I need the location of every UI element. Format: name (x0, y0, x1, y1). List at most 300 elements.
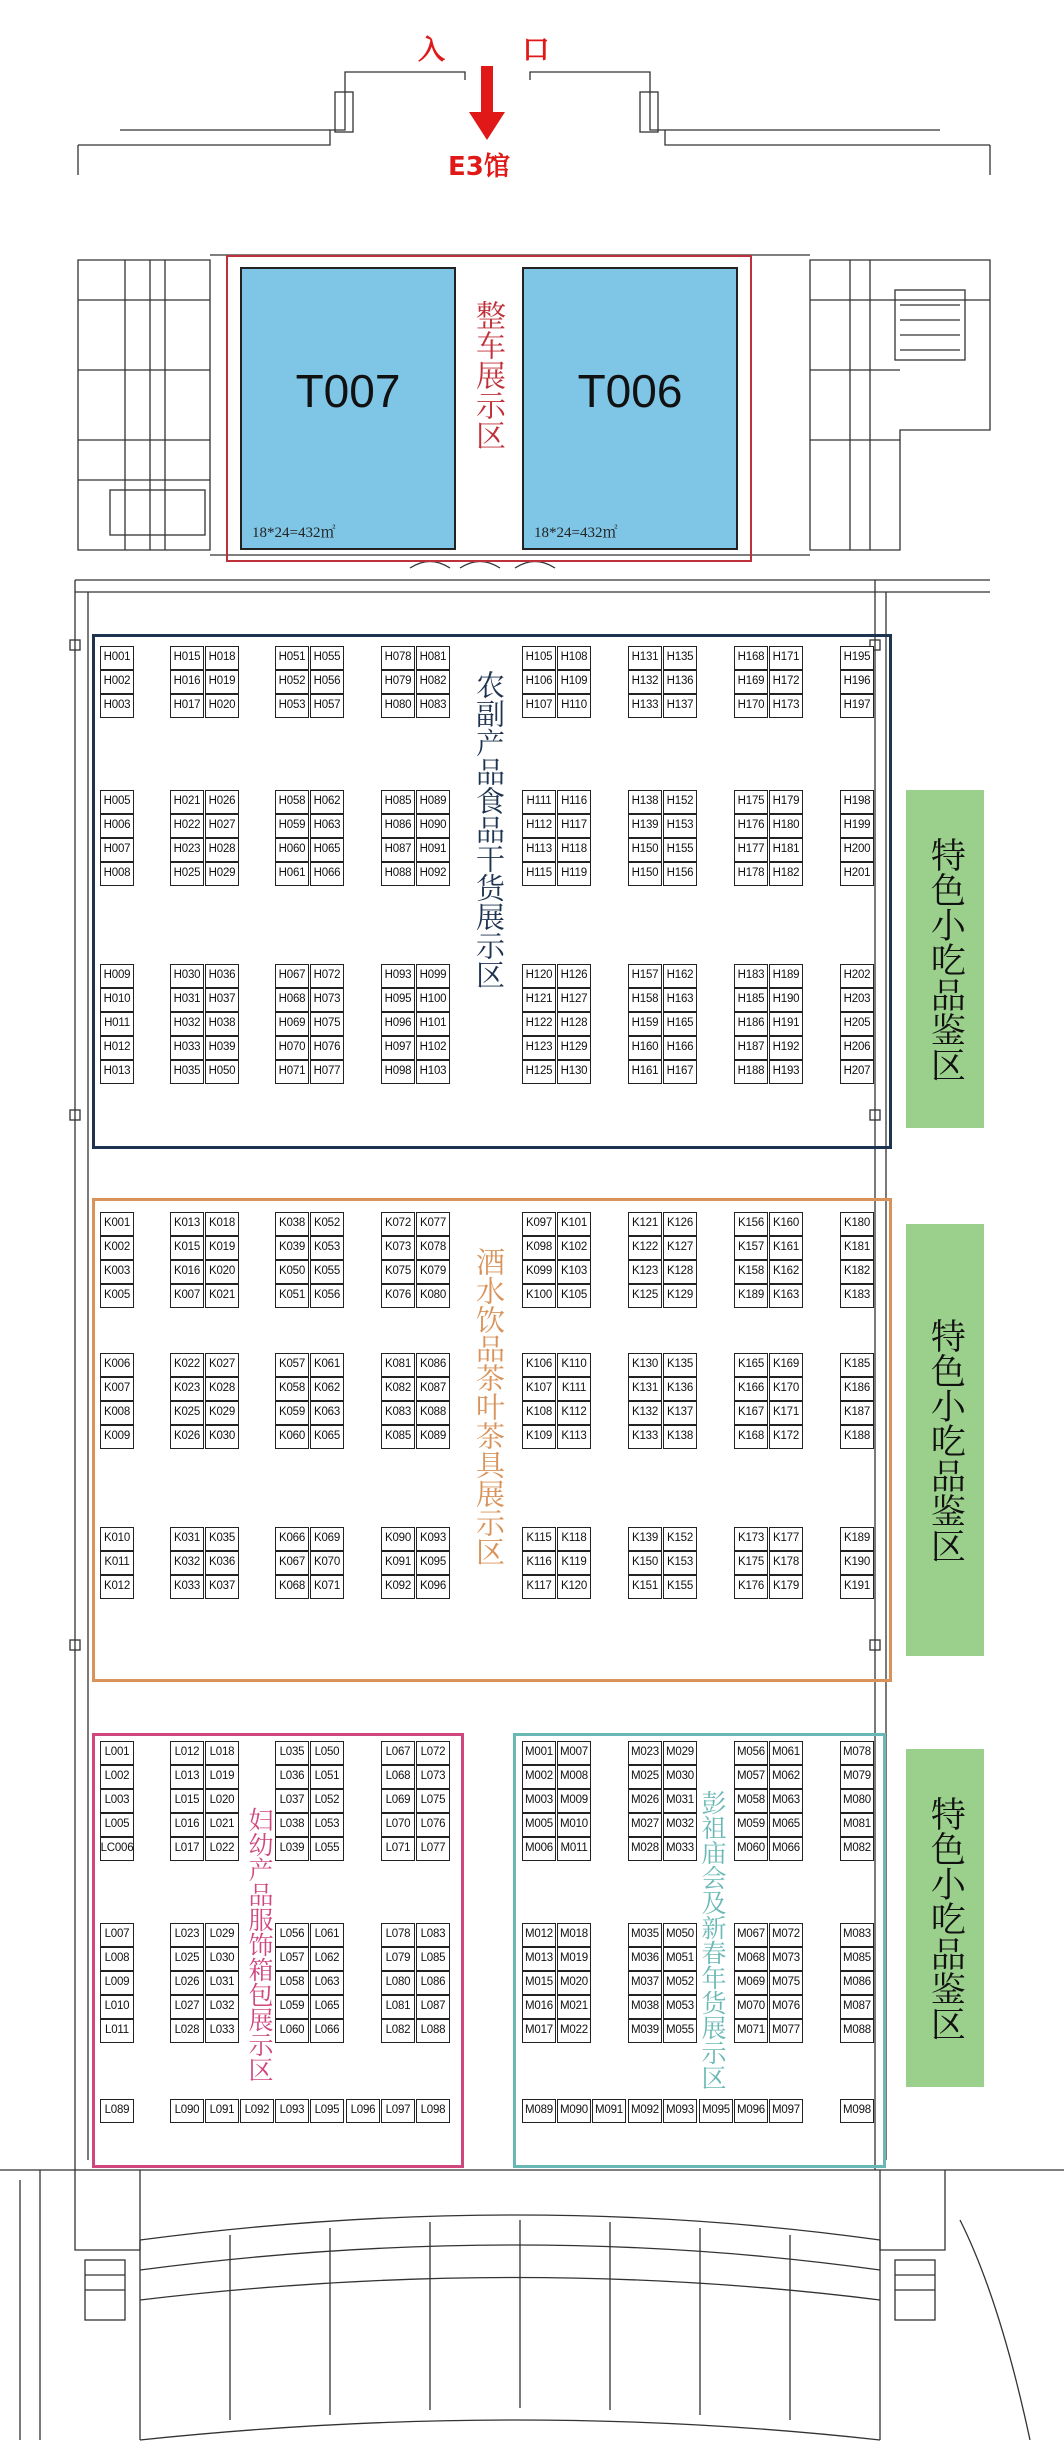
booth[interactable]: H085 (381, 790, 415, 814)
booth[interactable]: H028 (205, 838, 239, 862)
booth[interactable]: K125 (628, 1284, 662, 1308)
booth[interactable]: M088 (840, 2019, 874, 2043)
booth[interactable]: LC006 (100, 1837, 134, 1861)
booth[interactable]: K188 (840, 1425, 874, 1449)
booth[interactable]: H010 (100, 988, 134, 1012)
booth[interactable]: K013 (170, 1212, 204, 1236)
booth[interactable]: K126 (663, 1212, 697, 1236)
booth[interactable]: M006 (522, 1837, 556, 1861)
booth[interactable]: H097 (381, 1036, 415, 1060)
booth[interactable]: K063 (310, 1401, 344, 1425)
booth[interactable]: M008 (557, 1765, 591, 1789)
booth[interactable]: M010 (557, 1813, 591, 1837)
booth[interactable]: H023 (170, 838, 204, 862)
booth[interactable]: H172 (769, 670, 803, 694)
booth[interactable]: K030 (205, 1425, 239, 1449)
booth[interactable]: H006 (100, 814, 134, 838)
booth[interactable]: H101 (416, 1012, 450, 1036)
booth[interactable]: K078 (416, 1236, 450, 1260)
booth[interactable]: M083 (840, 1923, 874, 1947)
booth[interactable]: K117 (522, 1575, 556, 1599)
booth[interactable]: H121 (522, 988, 556, 1012)
booth[interactable]: K086 (416, 1353, 450, 1377)
booth[interactable]: K028 (205, 1377, 239, 1401)
booth[interactable]: K059 (275, 1401, 309, 1425)
booth[interactable]: M067 (734, 1923, 768, 1947)
booth[interactable]: M090 (557, 2099, 591, 2123)
booth[interactable]: M013 (522, 1947, 556, 1971)
booth[interactable]: H182 (769, 862, 803, 886)
booth[interactable]: L015 (170, 1789, 204, 1813)
booth[interactable]: H036 (205, 964, 239, 988)
booth[interactable]: K128 (663, 1260, 697, 1284)
booth[interactable]: H135 (663, 646, 697, 670)
booth[interactable]: M052 (663, 1971, 697, 1995)
booth[interactable]: H183 (734, 964, 768, 988)
booth[interactable]: M015 (522, 1971, 556, 1995)
booth[interactable]: L036 (275, 1765, 309, 1789)
booth[interactable]: K088 (416, 1401, 450, 1425)
booth[interactable]: H068 (275, 988, 309, 1012)
booth[interactable]: H001 (100, 646, 134, 670)
booth[interactable]: H002 (100, 670, 134, 694)
booth[interactable]: H156 (663, 862, 697, 886)
booth[interactable]: K012 (100, 1575, 134, 1599)
booth[interactable]: M017 (522, 2019, 556, 2043)
booth[interactable]: K099 (522, 1260, 556, 1284)
booth[interactable]: L080 (381, 1971, 415, 1995)
booth[interactable]: K062 (310, 1377, 344, 1401)
booth[interactable]: K031 (170, 1527, 204, 1551)
booth[interactable]: K032 (170, 1551, 204, 1575)
booth[interactable]: H033 (170, 1036, 204, 1060)
booth[interactable]: H131 (628, 646, 662, 670)
booth[interactable]: M003 (522, 1789, 556, 1813)
booth[interactable]: K093 (416, 1527, 450, 1551)
booth[interactable]: H073 (310, 988, 344, 1012)
booth[interactable]: H139 (628, 814, 662, 838)
booth[interactable]: K155 (663, 1575, 697, 1599)
booth[interactable]: L060 (275, 2019, 309, 2043)
booth[interactable]: K120 (557, 1575, 591, 1599)
booth[interactable]: H082 (416, 670, 450, 694)
booth[interactable]: H110 (557, 694, 591, 718)
booth[interactable]: H089 (416, 790, 450, 814)
booth[interactable]: H008 (100, 862, 134, 886)
booth[interactable]: K113 (557, 1425, 591, 1449)
booth[interactable]: H061 (275, 862, 309, 886)
booth[interactable]: K129 (663, 1284, 697, 1308)
booth[interactable]: M018 (557, 1923, 591, 1947)
booth[interactable]: H198 (840, 790, 874, 814)
booth[interactable]: L016 (170, 1813, 204, 1837)
booth[interactable]: K083 (381, 1401, 415, 1425)
booth[interactable]: H075 (310, 1012, 344, 1036)
booth[interactable]: L013 (170, 1765, 204, 1789)
booth[interactable]: K005 (100, 1284, 134, 1308)
booth[interactable]: L066 (310, 2019, 344, 2043)
booth[interactable]: L079 (381, 1947, 415, 1971)
booth[interactable]: M081 (840, 1813, 874, 1837)
booth[interactable]: M066 (769, 1837, 803, 1861)
booth[interactable]: K071 (310, 1575, 344, 1599)
booth[interactable]: M005 (522, 1813, 556, 1837)
booth[interactable]: H173 (769, 694, 803, 718)
booth[interactable]: M023 (628, 1741, 662, 1765)
booth[interactable]: L055 (310, 1837, 344, 1861)
booth[interactable]: K177 (769, 1527, 803, 1551)
booth[interactable]: K179 (769, 1575, 803, 1599)
booth[interactable]: K105 (557, 1284, 591, 1308)
booth[interactable]: L023 (170, 1923, 204, 1947)
booth[interactable]: H123 (522, 1036, 556, 1060)
booth[interactable]: H193 (769, 1060, 803, 1084)
booth[interactable]: H126 (557, 964, 591, 988)
booth[interactable]: H169 (734, 670, 768, 694)
booth[interactable]: H207 (840, 1060, 874, 1084)
booth[interactable]: M026 (628, 1789, 662, 1813)
booth[interactable]: L097 (381, 2099, 415, 2123)
booth[interactable]: K029 (205, 1401, 239, 1425)
booth[interactable]: L065 (310, 1995, 344, 2019)
booth[interactable]: H132 (628, 670, 662, 694)
booth[interactable]: H191 (769, 1012, 803, 1036)
booth[interactable]: K161 (769, 1236, 803, 1260)
booth[interactable]: M071 (734, 2019, 768, 2043)
booth[interactable]: K127 (663, 1236, 697, 1260)
booth[interactable]: K035 (205, 1527, 239, 1551)
booth[interactable]: K010 (100, 1527, 134, 1551)
booth[interactable]: K056 (310, 1284, 344, 1308)
booth[interactable]: H120 (522, 964, 556, 988)
booth[interactable]: H162 (663, 964, 697, 988)
booth[interactable]: H098 (381, 1060, 415, 1084)
booth[interactable]: H116 (557, 790, 591, 814)
booth[interactable]: L035 (275, 1741, 309, 1765)
booth[interactable]: K033 (170, 1575, 204, 1599)
booth[interactable]: M093 (663, 2099, 697, 2123)
booth[interactable]: K119 (557, 1551, 591, 1575)
booth[interactable]: L020 (205, 1789, 239, 1813)
booth[interactable]: H112 (522, 814, 556, 838)
booth[interactable]: H202 (840, 964, 874, 988)
booth[interactable]: H199 (840, 814, 874, 838)
booth[interactable]: H200 (840, 838, 874, 862)
booth[interactable]: K090 (381, 1527, 415, 1551)
booth[interactable]: H076 (310, 1036, 344, 1060)
booth[interactable]: K189 (734, 1284, 768, 1308)
booth[interactable]: L018 (205, 1741, 239, 1765)
booth[interactable]: H051 (275, 646, 309, 670)
booth[interactable]: K011 (100, 1551, 134, 1575)
booth[interactable]: H122 (522, 1012, 556, 1036)
booth[interactable]: L077 (416, 1837, 450, 1861)
booth[interactable]: H171 (769, 646, 803, 670)
booth[interactable]: H129 (557, 1036, 591, 1060)
booth[interactable]: M012 (522, 1923, 556, 1947)
booth[interactable]: H052 (275, 670, 309, 694)
booth[interactable]: K015 (170, 1236, 204, 1260)
booth[interactable]: M058 (734, 1789, 768, 1813)
booth[interactable]: K095 (416, 1551, 450, 1575)
booth[interactable]: M028 (628, 1837, 662, 1861)
booth[interactable]: H065 (310, 838, 344, 862)
booth[interactable]: L028 (170, 2019, 204, 2043)
booth[interactable]: K057 (275, 1353, 309, 1377)
booth[interactable]: L038 (275, 1813, 309, 1837)
booth[interactable]: K191 (840, 1575, 874, 1599)
booth[interactable]: K025 (170, 1401, 204, 1425)
booth[interactable]: K122 (628, 1236, 662, 1260)
booth[interactable]: L039 (275, 1837, 309, 1861)
booth[interactable]: H109 (557, 670, 591, 694)
booth[interactable]: H095 (381, 988, 415, 1012)
booth[interactable]: H108 (557, 646, 591, 670)
booth[interactable]: K171 (769, 1401, 803, 1425)
booth[interactable]: K109 (522, 1425, 556, 1449)
booth[interactable]: H060 (275, 838, 309, 862)
booth[interactable]: K081 (381, 1353, 415, 1377)
booth[interactable]: H160 (628, 1036, 662, 1060)
booth[interactable]: H168 (734, 646, 768, 670)
booth[interactable]: K168 (734, 1425, 768, 1449)
booth[interactable]: K036 (205, 1551, 239, 1575)
booth[interactable]: H070 (275, 1036, 309, 1060)
booth[interactable]: K139 (628, 1527, 662, 1551)
booth[interactable]: M019 (557, 1947, 591, 1971)
booth[interactable]: M096 (734, 2099, 768, 2123)
booth[interactable]: M009 (557, 1789, 591, 1813)
booth[interactable]: H003 (100, 694, 134, 718)
booth[interactable]: K079 (416, 1260, 450, 1284)
booth[interactable]: K006 (100, 1353, 134, 1377)
booth[interactable]: M032 (663, 1813, 697, 1837)
booth[interactable]: K183 (840, 1284, 874, 1308)
booth[interactable]: K016 (170, 1260, 204, 1284)
booth[interactable]: M069 (734, 1971, 768, 1995)
booth[interactable]: L056 (275, 1923, 309, 1947)
booth[interactable]: L093 (275, 2099, 309, 2123)
booth[interactable]: M061 (769, 1741, 803, 1765)
booth[interactable]: H103 (416, 1060, 450, 1084)
booth[interactable]: L026 (170, 1971, 204, 1995)
booth[interactable]: K055 (310, 1260, 344, 1284)
booth[interactable]: M022 (557, 2019, 591, 2043)
booth[interactable]: H093 (381, 964, 415, 988)
booth[interactable]: M011 (557, 1837, 591, 1861)
booth[interactable]: K092 (381, 1575, 415, 1599)
booth-t006[interactable] (522, 267, 738, 550)
booth[interactable]: K131 (628, 1377, 662, 1401)
booth[interactable]: L068 (381, 1765, 415, 1789)
booth[interactable]: M080 (840, 1789, 874, 1813)
booth[interactable]: M062 (769, 1765, 803, 1789)
booth[interactable]: L008 (100, 1947, 134, 1971)
booth[interactable]: K156 (734, 1212, 768, 1236)
booth[interactable]: K182 (840, 1260, 874, 1284)
booth[interactable]: L078 (381, 1923, 415, 1947)
booth[interactable]: H086 (381, 814, 415, 838)
booth[interactable]: H057 (310, 694, 344, 718)
booth[interactable]: H165 (663, 1012, 697, 1036)
booth[interactable]: M089 (522, 2099, 556, 2123)
booth[interactable]: M037 (628, 1971, 662, 1995)
booth[interactable]: K080 (416, 1284, 450, 1308)
booth[interactable]: L057 (275, 1947, 309, 1971)
booth[interactable]: K007 (100, 1377, 134, 1401)
booth[interactable]: H035 (170, 1060, 204, 1084)
booth[interactable]: K138 (663, 1425, 697, 1449)
booth[interactable]: K050 (275, 1260, 309, 1284)
booth[interactable]: K038 (275, 1212, 309, 1236)
booth[interactable]: L070 (381, 1813, 415, 1837)
booth[interactable]: L010 (100, 1995, 134, 2019)
booth[interactable]: L033 (205, 2019, 239, 2043)
booth[interactable]: H102 (416, 1036, 450, 1060)
booth[interactable]: H025 (170, 862, 204, 886)
booth[interactable]: M036 (628, 1947, 662, 1971)
booth[interactable]: H166 (663, 1036, 697, 1060)
booth[interactable]: M027 (628, 1813, 662, 1837)
booth[interactable]: M053 (663, 1995, 697, 2019)
booth[interactable]: L071 (381, 1837, 415, 1861)
booth[interactable]: K165 (734, 1353, 768, 1377)
booth[interactable]: H119 (557, 862, 591, 886)
booth[interactable]: K096 (416, 1575, 450, 1599)
booth[interactable]: K162 (769, 1260, 803, 1284)
booth[interactable]: K008 (100, 1401, 134, 1425)
booth[interactable]: H029 (205, 862, 239, 886)
booth[interactable]: H163 (663, 988, 697, 1012)
booth[interactable]: L027 (170, 1995, 204, 2019)
booth[interactable]: K151 (628, 1575, 662, 1599)
booth[interactable]: H066 (310, 862, 344, 886)
booth[interactable]: H020 (205, 694, 239, 718)
booth[interactable]: L032 (205, 1995, 239, 2019)
booth[interactable]: K065 (310, 1425, 344, 1449)
booth[interactable]: M057 (734, 1765, 768, 1789)
booth[interactable]: L061 (310, 1923, 344, 1947)
booth[interactable]: K181 (840, 1236, 874, 1260)
booth[interactable]: H077 (310, 1060, 344, 1084)
booth[interactable]: K158 (734, 1260, 768, 1284)
booth[interactable]: L073 (416, 1765, 450, 1789)
booth[interactable]: H059 (275, 814, 309, 838)
booth[interactable]: H016 (170, 670, 204, 694)
booth[interactable]: L053 (310, 1813, 344, 1837)
booth[interactable]: M001 (522, 1741, 556, 1765)
booth[interactable]: H067 (275, 964, 309, 988)
booth[interactable]: L092 (240, 2099, 274, 2123)
booth[interactable]: K061 (310, 1353, 344, 1377)
booth[interactable]: H125 (522, 1060, 556, 1084)
booth[interactable]: H039 (205, 1036, 239, 1060)
booth[interactable]: K190 (840, 1551, 874, 1575)
booth[interactable]: H018 (205, 646, 239, 670)
booth[interactable]: K189 (840, 1527, 874, 1551)
booth[interactable]: K058 (275, 1377, 309, 1401)
booth[interactable]: M079 (840, 1765, 874, 1789)
booth[interactable]: H138 (628, 790, 662, 814)
booth[interactable]: L095 (310, 2099, 344, 2123)
booth[interactable]: M075 (769, 1971, 803, 1995)
booth[interactable]: M087 (840, 1995, 874, 2019)
booth[interactable]: H090 (416, 814, 450, 838)
booth[interactable]: H113 (522, 838, 556, 862)
booth[interactable]: K089 (416, 1425, 450, 1449)
booth[interactable]: K039 (275, 1236, 309, 1260)
booth[interactable]: K111 (557, 1377, 591, 1401)
booth[interactable]: K101 (557, 1212, 591, 1236)
booth[interactable]: H195 (840, 646, 874, 670)
booth[interactable]: K053 (310, 1236, 344, 1260)
booth[interactable]: K169 (769, 1353, 803, 1377)
booth[interactable]: H038 (205, 1012, 239, 1036)
booth[interactable]: M033 (663, 1837, 697, 1861)
booth[interactable]: K051 (275, 1284, 309, 1308)
booth[interactable]: H190 (769, 988, 803, 1012)
booth[interactable]: M031 (663, 1789, 697, 1813)
booth[interactable]: H083 (416, 694, 450, 718)
booth[interactable]: L009 (100, 1971, 134, 1995)
booth[interactable]: H072 (310, 964, 344, 988)
booth[interactable]: K136 (663, 1377, 697, 1401)
booth[interactable]: H175 (734, 790, 768, 814)
booth[interactable]: H015 (170, 646, 204, 670)
booth[interactable]: H205 (840, 1012, 874, 1036)
booth[interactable]: L011 (100, 2019, 134, 2043)
booth[interactable]: H079 (381, 670, 415, 694)
booth[interactable]: K002 (100, 1236, 134, 1260)
booth[interactable]: K097 (522, 1212, 556, 1236)
booth[interactable]: H180 (769, 814, 803, 838)
booth[interactable]: K103 (557, 1260, 591, 1284)
booth[interactable]: L075 (416, 1789, 450, 1813)
booth[interactable]: M035 (628, 1923, 662, 1947)
booth[interactable]: L021 (205, 1813, 239, 1837)
booth[interactable]: K066 (275, 1527, 309, 1551)
booth[interactable]: K123 (628, 1260, 662, 1284)
booth[interactable]: K072 (381, 1212, 415, 1236)
booth[interactable]: M039 (628, 2019, 662, 2043)
booth[interactable]: K007 (170, 1284, 204, 1308)
booth[interactable]: K153 (663, 1551, 697, 1575)
booth[interactable]: H007 (100, 838, 134, 862)
booth[interactable]: M091 (592, 2099, 626, 2123)
booth[interactable]: M092 (628, 2099, 662, 2123)
booth[interactable]: M051 (663, 1947, 697, 1971)
booth[interactable]: L058 (275, 1971, 309, 1995)
booth[interactable]: H179 (769, 790, 803, 814)
booth[interactable]: M097 (769, 2099, 803, 2123)
booth[interactable]: H176 (734, 814, 768, 838)
booth[interactable]: H137 (663, 694, 697, 718)
booth[interactable]: H027 (205, 814, 239, 838)
booth[interactable]: H181 (769, 838, 803, 862)
booth[interactable]: K073 (381, 1236, 415, 1260)
booth[interactable]: K116 (522, 1551, 556, 1575)
booth[interactable]: M060 (734, 1837, 768, 1861)
booth[interactable]: H105 (522, 646, 556, 670)
booth[interactable]: M072 (769, 1923, 803, 1947)
booth-t007[interactable] (240, 267, 456, 550)
booth[interactable]: H017 (170, 694, 204, 718)
booth[interactable]: L059 (275, 1995, 309, 2019)
booth[interactable]: H203 (840, 988, 874, 1012)
booth[interactable]: H050 (205, 1060, 239, 1084)
booth[interactable]: L096 (346, 2099, 380, 2123)
booth[interactable]: K091 (381, 1551, 415, 1575)
